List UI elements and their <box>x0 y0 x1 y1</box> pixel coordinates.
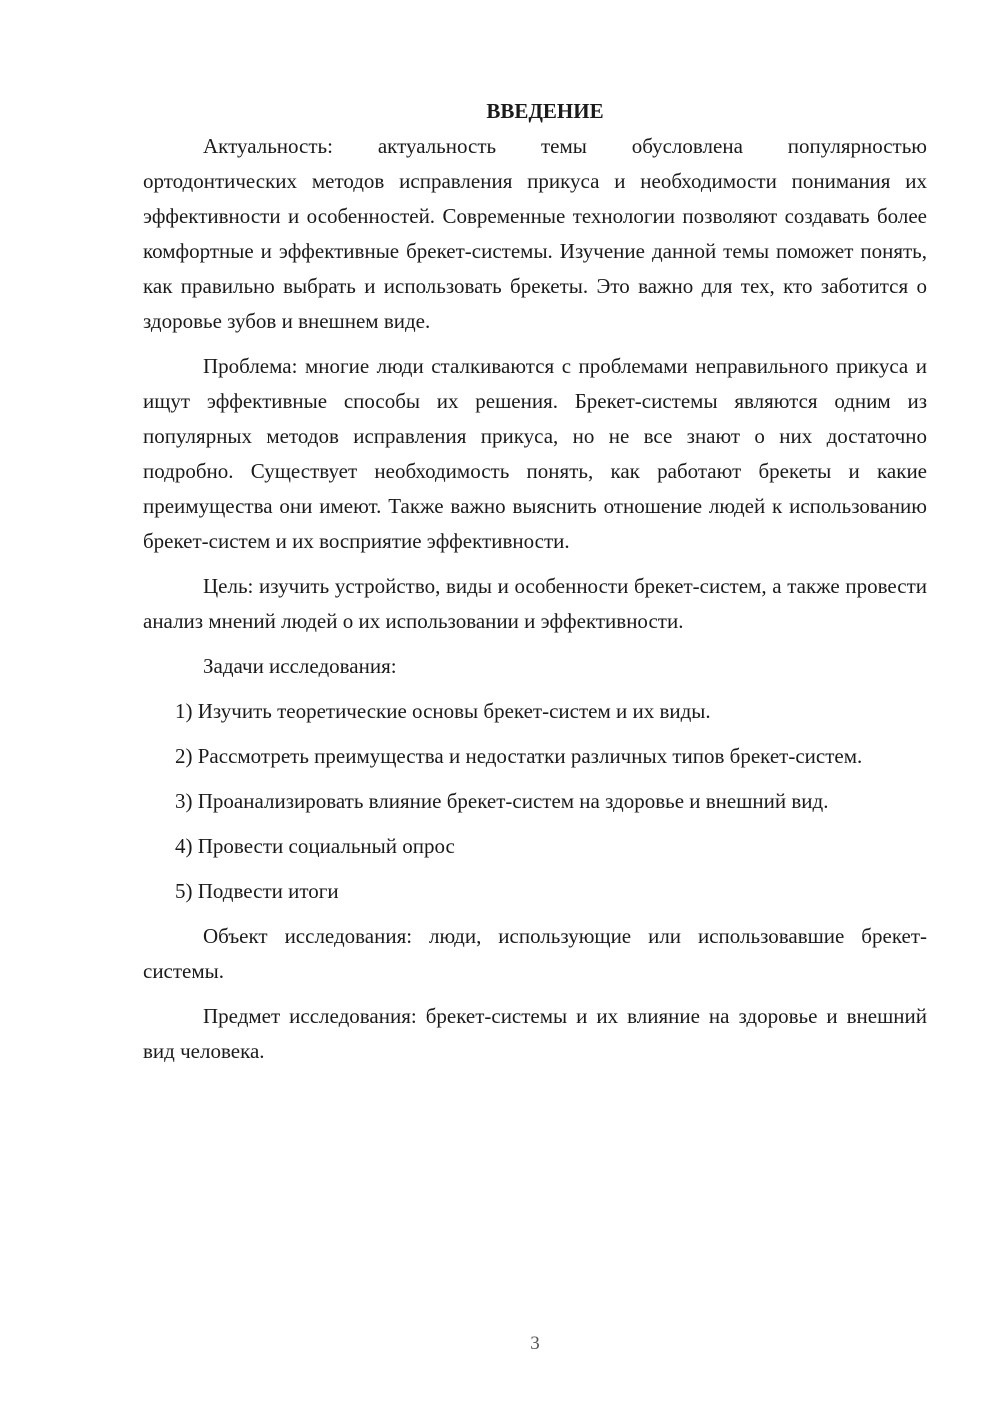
document-page <box>143 95 927 1079</box>
paragraph-tasks-heading: Задачи исследования: <box>203 654 397 678</box>
section-title: ВВЕДЕНИЕ <box>486 99 604 123</box>
paragraph-problem: Проблема: многие люди сталкиваются с проблемами неправильного прикуса и ищут эффективные способы их решения. Брекет-системы являются одним из популярных методов исправления прикуса, но не все знают о них достаточно подробно. Существует необходимость понять, как работают брекеты и какие преимущества они имеют. Также важно выяснить отношение людей к использованию брекет-систем и их восприятие эффективности. <box>143 354 927 553</box>
task-item-2: 2) Рассмотреть преимущества и недостатки различных типов брекет-систем. <box>175 744 863 768</box>
paragraph-research-object: Объект исследования: люди, использующие или использовавшие брекет-системы. <box>143 924 927 983</box>
paragraph-relevance: Актуальность: актуальность темы обусловлена популярностью ортодонтических методов исправления прикуса и необходимости понимания их эффективности и особенностей. Современные технологии позволяют создавать более комфортные и эффективные брекет-системы. Изучение данной темы поможет понять, как правильно выбрать и использовать брекеты. Это важно для тех, кто заботится о здоровье зубов и внешнем виде. <box>143 134 927 333</box>
paragraph-research-subject: Предмет исследования: брекет-системы и их влияние на здоровье и внешний вид человека. <box>143 1004 927 1063</box>
task-item-4: 4) Провести социальный опрос <box>175 834 455 858</box>
task-item-3: 3) Проанализировать влияние брекет-систем на здоровье и внешний вид. <box>175 789 829 813</box>
task-item-1: 1) Изучить теоретические основы брекет-систем и их виды. <box>175 699 711 723</box>
task-item-5: 5) Подвести итоги <box>175 879 339 903</box>
paragraph-goal: Цель: изучить устройство, виды и особенности брекет-систем, а также провести анализ мнений людей о их использовании и эффективности. <box>143 574 927 633</box>
page-number: 3 <box>530 1333 540 1354</box>
